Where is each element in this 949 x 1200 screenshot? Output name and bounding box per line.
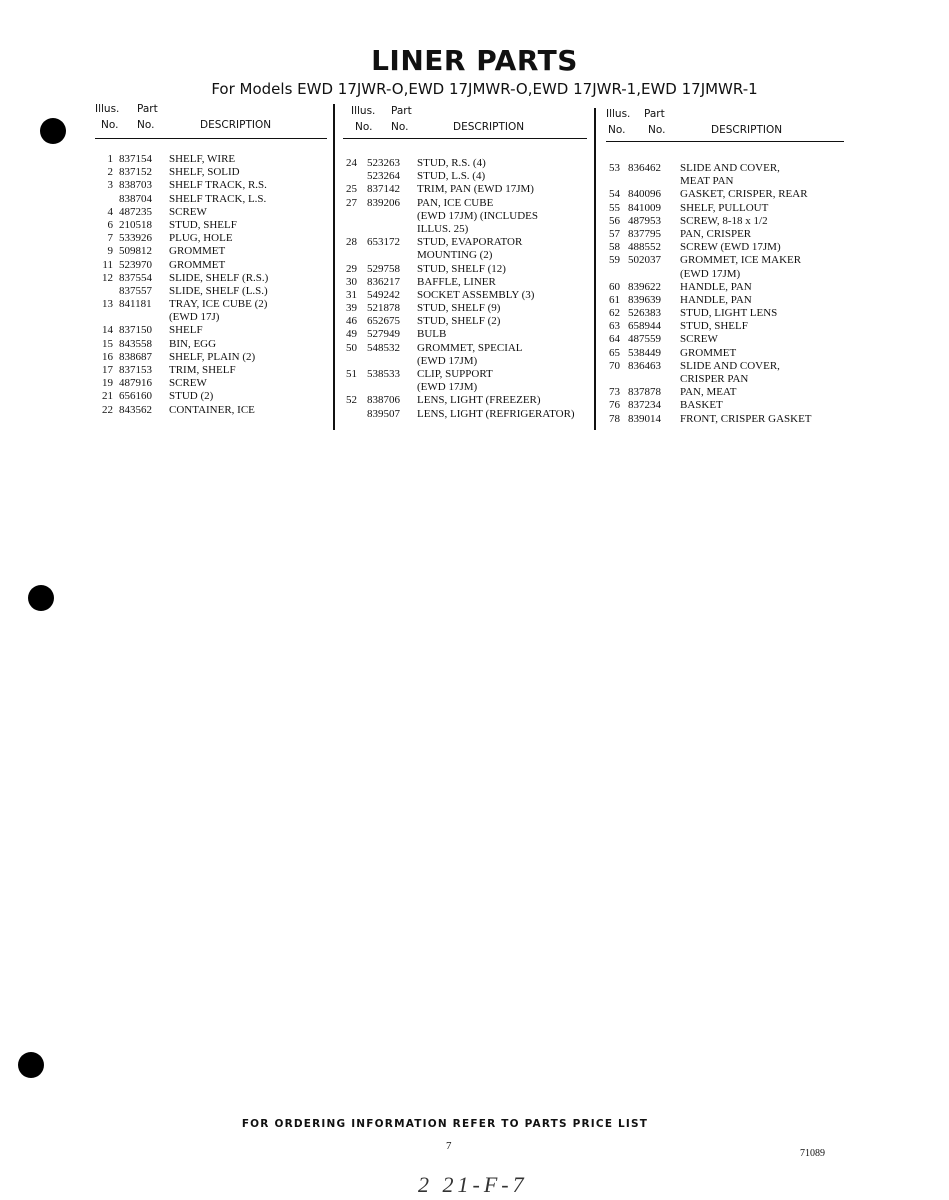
part-number: 838706 xyxy=(367,394,400,407)
part-number: 837142 xyxy=(367,183,400,196)
part-description: STUD (2) xyxy=(169,390,214,403)
part-number: 839014 xyxy=(628,412,661,425)
illus-number: 9 xyxy=(107,245,113,258)
illus-number: 65 xyxy=(609,346,620,359)
illus-number: 39 xyxy=(346,302,357,315)
part-description: STUD, SHELF (12) xyxy=(417,262,506,275)
part-row xyxy=(606,347,844,360)
part-number: 658944 xyxy=(628,320,661,333)
part-number: 487235 xyxy=(119,205,152,218)
part-number: 839206 xyxy=(367,196,400,209)
part-number: 838704 xyxy=(119,192,152,205)
illus-number: 14 xyxy=(102,324,113,337)
part-description: STUD, SHELF (9) xyxy=(417,302,501,315)
part-description: GROMMET xyxy=(169,258,226,271)
part-number: 837554 xyxy=(119,271,152,284)
illus-number: 4 xyxy=(107,205,113,218)
part-description: SHELF TRACK, L.S. xyxy=(169,192,267,205)
part-number: 837153 xyxy=(119,364,152,376)
part-no-label: No. xyxy=(648,124,666,136)
parts-rows-2 xyxy=(343,139,587,421)
part-row xyxy=(606,386,844,399)
illus-number: 61 xyxy=(609,293,620,306)
part-row xyxy=(343,342,587,355)
part-description: MOUNTING (2) xyxy=(417,249,493,262)
part-number: 656160 xyxy=(119,390,152,403)
part-number: 843562 xyxy=(119,403,152,416)
part-description: HANDLE, PAN xyxy=(680,293,752,306)
part-description: (EWD 17JM) xyxy=(417,354,478,367)
part-row xyxy=(343,355,587,368)
illus-number: 31 xyxy=(346,288,357,301)
illus-number: 16 xyxy=(102,350,113,363)
illus-number: 58 xyxy=(609,241,620,254)
page-number: 7 xyxy=(446,1140,452,1152)
illus-number: 1 xyxy=(107,153,113,165)
part-row xyxy=(95,193,327,206)
ordering-footer: FOR ORDERING INFORMATION REFER TO PARTS PRICE LIST xyxy=(241,1118,649,1130)
illus-number: 25 xyxy=(346,183,357,196)
part-row xyxy=(95,298,327,311)
part-number: 837154 xyxy=(119,153,152,165)
illus-number: 52 xyxy=(346,394,357,407)
part-description: ILLUS. 25) xyxy=(417,222,469,235)
part-number: 839639 xyxy=(628,293,661,306)
part-row xyxy=(606,268,844,281)
column-divider-2 xyxy=(594,108,596,430)
part-description: (EWD 17JM) xyxy=(417,381,478,394)
part-description: SCREW, 8-18 x 1/2 xyxy=(680,214,768,227)
part-number: 509812 xyxy=(119,245,152,258)
part-description: SCREW (EWD 17JM) xyxy=(680,241,781,254)
parts-rows-3 xyxy=(606,142,844,426)
part-label: Part xyxy=(137,103,158,115)
part-row xyxy=(606,215,844,228)
part-row xyxy=(343,223,587,236)
part-row xyxy=(606,188,844,201)
part-description: STUD, SHELF xyxy=(680,320,748,333)
illus-number: 6 xyxy=(107,218,113,231)
part-number: 653172 xyxy=(367,236,400,249)
part-number: 652675 xyxy=(367,315,400,328)
part-description: PAN, MEAT xyxy=(680,386,737,399)
part-row xyxy=(606,228,844,241)
part-row xyxy=(95,311,327,324)
part-description: SLIDE, SHELF (R.S.) xyxy=(169,271,269,284)
part-description: BAFFLE, LINER xyxy=(417,275,496,288)
part-description: TRIM, SHELF xyxy=(169,364,236,376)
description-label: DESCRIPTION xyxy=(711,124,783,136)
part-row xyxy=(606,162,844,175)
illus-no-label: No. xyxy=(101,119,119,131)
part-row xyxy=(343,249,587,262)
illus-number: 64 xyxy=(609,333,620,346)
part-row xyxy=(343,210,587,223)
part-number: 837878 xyxy=(628,386,661,399)
part-row xyxy=(95,219,327,232)
illus-number: 53 xyxy=(609,162,620,174)
part-description: (EWD 17JM) xyxy=(680,267,741,280)
part-row xyxy=(343,236,587,249)
part-number: 538533 xyxy=(367,368,400,380)
part-number: 839507 xyxy=(367,407,400,420)
punch-hole-middle xyxy=(28,585,54,611)
part-number: 526383 xyxy=(628,307,661,320)
column-header xyxy=(95,103,327,139)
part-number: 549242 xyxy=(367,288,400,301)
models-subtitle: For Models EWD 17JWR-O,EWD 17JMWR-O,EWD 17JWR-1,EWD 17JMWR-1 xyxy=(211,80,758,98)
illus-no-label: No. xyxy=(608,124,626,136)
part-number: 538449 xyxy=(628,346,661,359)
punch-hole-bottom xyxy=(18,1052,44,1078)
part-row xyxy=(343,263,587,276)
part-row xyxy=(95,245,327,258)
part-row xyxy=(343,197,587,210)
illus-number: 12 xyxy=(102,271,113,284)
part-number: 839622 xyxy=(628,280,661,293)
illus-number: 46 xyxy=(346,315,357,328)
part-description: GROMMET xyxy=(169,245,226,258)
column-header xyxy=(606,106,844,142)
illus-label: Illus. xyxy=(606,108,631,120)
part-row xyxy=(95,324,327,337)
illus-number: 28 xyxy=(346,236,357,249)
illus-label: Illus. xyxy=(95,103,120,115)
part-description: SHELF, PLAIN (2) xyxy=(169,350,256,363)
document-code: 71089 xyxy=(800,1148,825,1159)
part-description: TRIM, PAN (EWD 17JM) xyxy=(417,183,534,196)
part-number: 837557 xyxy=(119,284,152,297)
part-number: 841009 xyxy=(628,201,661,214)
punch-hole-top xyxy=(40,118,66,144)
column-header xyxy=(343,103,587,139)
part-row xyxy=(95,259,327,272)
illus-number: 19 xyxy=(102,377,113,390)
part-description: BASKET xyxy=(680,399,723,412)
part-description: GROMMET xyxy=(680,346,737,359)
part-number: 843558 xyxy=(119,337,152,350)
illus-number: 76 xyxy=(609,399,620,412)
description-label: DESCRIPTION xyxy=(453,121,525,133)
illus-no-label: No. xyxy=(355,121,373,133)
illus-number: 27 xyxy=(346,196,357,209)
part-row xyxy=(95,232,327,245)
part-row xyxy=(606,254,844,267)
part-description: (EWD 17J) xyxy=(169,311,220,324)
part-number: 529758 xyxy=(367,262,400,275)
part-number: 488552 xyxy=(628,241,661,254)
part-row xyxy=(95,404,327,417)
part-row xyxy=(606,175,844,188)
part-description: STUD, R.S. (4) xyxy=(417,157,486,169)
part-description: PAN, ICE CUBE xyxy=(417,196,494,209)
part-description: BIN, EGG xyxy=(169,337,217,350)
part-number: 487953 xyxy=(628,214,661,227)
part-row xyxy=(343,394,587,407)
part-number: 841181 xyxy=(119,298,152,311)
part-row xyxy=(606,360,844,373)
illus-number: 24 xyxy=(346,157,357,169)
part-number: 502037 xyxy=(628,254,661,267)
illus-number: 70 xyxy=(609,359,620,372)
description-label: DESCRIPTION xyxy=(200,119,272,131)
part-row xyxy=(95,285,327,298)
part-row xyxy=(343,302,587,315)
part-description: STUD, L.S. (4) xyxy=(417,170,486,183)
illus-number: 17 xyxy=(102,364,113,376)
illus-number: 11 xyxy=(102,258,113,271)
part-description: BULB xyxy=(417,328,447,341)
illus-number: 30 xyxy=(346,275,357,288)
illus-number: 3 xyxy=(107,179,113,192)
part-row xyxy=(95,272,327,285)
parts-rows-1 xyxy=(95,139,327,417)
part-number: 523263 xyxy=(367,157,400,169)
part-row xyxy=(606,320,844,333)
part-row xyxy=(95,351,327,364)
part-row xyxy=(95,153,327,166)
part-row xyxy=(606,399,844,412)
part-row xyxy=(606,373,844,386)
parts-column-1 xyxy=(95,103,327,417)
part-number: 527949 xyxy=(367,328,400,341)
part-row xyxy=(343,170,587,183)
part-number: 836462 xyxy=(628,162,661,174)
illus-number: 78 xyxy=(609,412,620,425)
part-description: SHELF xyxy=(169,324,203,337)
part-description: CLIP, SUPPORT xyxy=(417,368,493,380)
part-number: 837152 xyxy=(119,166,152,179)
part-number: 837795 xyxy=(628,227,661,240)
part-description: STUD, SHELF (2) xyxy=(417,315,501,328)
illus-number: 50 xyxy=(346,341,357,354)
illus-number: 56 xyxy=(609,214,620,227)
part-description: HANDLE, PAN xyxy=(680,280,752,293)
illus-number: 7 xyxy=(107,232,113,245)
part-row xyxy=(606,333,844,346)
part-number: 838703 xyxy=(119,179,152,192)
part-description: STUD, SHELF xyxy=(169,218,237,231)
part-row xyxy=(95,390,327,403)
illus-number: 51 xyxy=(346,368,357,380)
part-row xyxy=(343,328,587,341)
part-no-label: No. xyxy=(391,121,409,133)
part-row xyxy=(95,377,327,390)
page-title: LINER PARTS xyxy=(371,44,578,77)
illus-number: 2 xyxy=(107,166,113,179)
part-description: PAN, CRISPER xyxy=(680,227,752,240)
part-row xyxy=(343,315,587,328)
part-description: (EWD 17JM) (INCLUDES xyxy=(417,209,538,222)
part-number: 487559 xyxy=(628,333,661,346)
part-description: GROMMET, SPECIAL xyxy=(417,341,523,354)
part-description: TRAY, ICE CUBE (2) xyxy=(169,298,268,311)
part-row xyxy=(343,368,587,381)
part-number: 836217 xyxy=(367,275,400,288)
part-description: SCREW xyxy=(169,377,207,390)
part-description: FRONT, CRISPER GASKET xyxy=(680,412,812,425)
part-number: 837150 xyxy=(119,324,152,337)
part-number: 210518 xyxy=(119,218,152,231)
parts-column-2 xyxy=(343,103,587,421)
part-row xyxy=(343,289,587,302)
part-description: SHELF TRACK, R.S. xyxy=(169,179,267,192)
part-row xyxy=(343,183,587,196)
illus-label: Illus. xyxy=(351,105,376,117)
illus-number: 57 xyxy=(609,227,620,240)
part-description: SHELF, SOLID xyxy=(169,166,240,179)
part-description: MEAT PAN xyxy=(680,175,734,188)
part-row xyxy=(95,179,327,192)
part-number: 521878 xyxy=(367,302,400,315)
part-row xyxy=(343,157,587,170)
illus-number: 73 xyxy=(609,386,620,399)
part-row xyxy=(343,276,587,289)
part-row xyxy=(606,281,844,294)
part-description: SHELF, PULLOUT xyxy=(680,201,769,214)
part-row xyxy=(606,413,844,426)
illus-number: 13 xyxy=(102,298,113,311)
illus-number: 60 xyxy=(609,280,620,293)
part-description: SOCKET ASSEMBLY (3) xyxy=(417,288,535,301)
part-number: 548532 xyxy=(367,341,400,354)
part-number: 838687 xyxy=(119,350,152,363)
illus-number: 54 xyxy=(609,188,620,201)
part-row xyxy=(343,381,587,394)
part-number: 487916 xyxy=(119,377,152,390)
part-description: STUD, LIGHT LENS xyxy=(680,307,778,320)
column-divider-1 xyxy=(333,104,335,430)
part-description: CRISPER PAN xyxy=(680,373,749,385)
illus-number: 63 xyxy=(609,320,620,333)
illus-number: 59 xyxy=(609,254,620,267)
part-description: CONTAINER, ICE xyxy=(169,403,255,416)
part-row xyxy=(95,206,327,219)
illus-number: 62 xyxy=(609,307,620,320)
illus-number: 22 xyxy=(102,403,113,416)
part-row xyxy=(95,166,327,179)
part-description: STUD, EVAPORATOR xyxy=(417,236,523,249)
part-label: Part xyxy=(391,105,412,117)
part-description: LENS, LIGHT (REFRIGERATOR) xyxy=(417,407,575,420)
part-number: 837234 xyxy=(628,399,661,412)
part-number: 523970 xyxy=(119,258,152,271)
part-description: SLIDE AND COVER, xyxy=(680,162,780,174)
part-description: SHELF, WIRE xyxy=(169,153,236,165)
part-description: SLIDE AND COVER, xyxy=(680,359,780,372)
part-description: SCREW xyxy=(169,205,207,218)
illus-number: 29 xyxy=(346,262,357,275)
part-description: PLUG, HOLE xyxy=(169,232,233,245)
part-row xyxy=(606,241,844,254)
illus-number: 55 xyxy=(609,201,620,214)
part-number: 523264 xyxy=(367,170,400,183)
illus-number: 49 xyxy=(346,328,357,341)
part-row xyxy=(95,364,327,377)
part-row xyxy=(343,408,587,421)
illus-number: 15 xyxy=(102,337,113,350)
part-row xyxy=(95,338,327,351)
illus-number: 21 xyxy=(102,390,113,403)
handwritten-note: 2 21-F-7 xyxy=(418,1172,528,1197)
part-number: 836463 xyxy=(628,359,661,372)
part-row xyxy=(606,307,844,320)
part-description: GROMMET, ICE MAKER xyxy=(680,254,802,267)
part-description: GASKET, CRISPER, REAR xyxy=(680,188,808,201)
part-label: Part xyxy=(644,108,665,120)
part-row xyxy=(606,202,844,215)
part-description: SCREW xyxy=(680,333,718,346)
part-description: SLIDE, SHELF (L.S.) xyxy=(169,284,268,297)
parts-column-3 xyxy=(606,106,844,426)
part-no-label: No. xyxy=(137,119,155,131)
part-description: LENS, LIGHT (FREEZER) xyxy=(417,394,541,407)
part-row xyxy=(606,294,844,307)
part-number: 533926 xyxy=(119,232,152,245)
part-number: 840096 xyxy=(628,188,661,201)
